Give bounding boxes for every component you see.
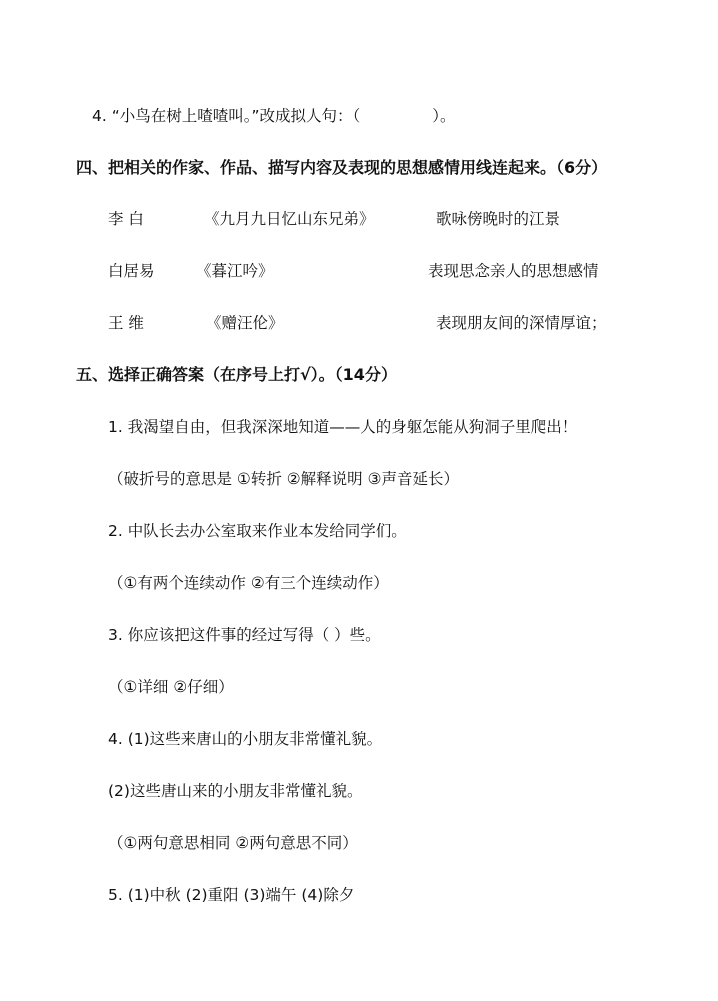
work-jiuyue: 《九月九日忆山东兄弟》 <box>204 210 375 228</box>
author-li-bai: 李 白 <box>108 210 144 228</box>
section-4-title: 四、把相关的作家、作品、描写内容及表现的思想感情用线连起来。（6分） <box>76 158 608 177</box>
question-4-suffix: ）。 <box>432 107 456 125</box>
content-jiangjing: 歌咏傍晚时的江景 <box>436 210 561 228</box>
choice-1-question: 1. 我渴望自由，但我深深地知道——人的身躯怎能从狗洞子里爬出！ <box>108 418 578 436</box>
work-zengwanglun: 《赠汪伦》 <box>206 314 284 332</box>
choice-4-options[interactable]: （①两句意思相同 ②两句意思不同） <box>108 834 358 852</box>
choice-5-options[interactable]: 5. (1)中秋 (2)重阳 (3)端午 (4)除夕 <box>108 886 355 904</box>
author-wang-wei: 王 维 <box>108 314 144 332</box>
question-4 <box>92 106 456 126</box>
question-4-prefix: 4. “小鸟在树上喳喳叫。”改成拟人句：（ <box>92 107 361 125</box>
choice-4-sentence-2: (2)这些唐山来的小朋友非常懂礼貌。 <box>108 782 363 800</box>
choice-2-question: 2. 中队长去办公室取来作业本发给同学们。 <box>108 522 407 540</box>
choice-4-sentence-1: 4. (1)这些来唐山的小朋友非常懂礼貌。 <box>108 730 383 748</box>
choice-2-options[interactable]: （①有两个连续动作 ②有三个连续动作） <box>108 574 389 592</box>
content-pengyou: 表现朋友间的深情厚谊； <box>436 314 607 332</box>
content-sinian: 表现思念亲人的思想感情 <box>428 262 599 280</box>
section-5-title: 五、选择正确答案（在序号上打√）。（14分） <box>76 365 397 384</box>
choice-3-question: 3. 你应该把这件事的经过写得（ ）些。 <box>108 626 381 644</box>
work-mujiangyin: 《暮江吟》 <box>196 262 274 280</box>
choice-1-options[interactable]: （破折号的意思是 ①转折 ②解释说明 ③声音延长） <box>108 470 459 488</box>
choice-3-options[interactable]: （①详细 ②仔细） <box>108 678 234 696</box>
author-bai-juyi: 白居易 <box>108 262 155 280</box>
